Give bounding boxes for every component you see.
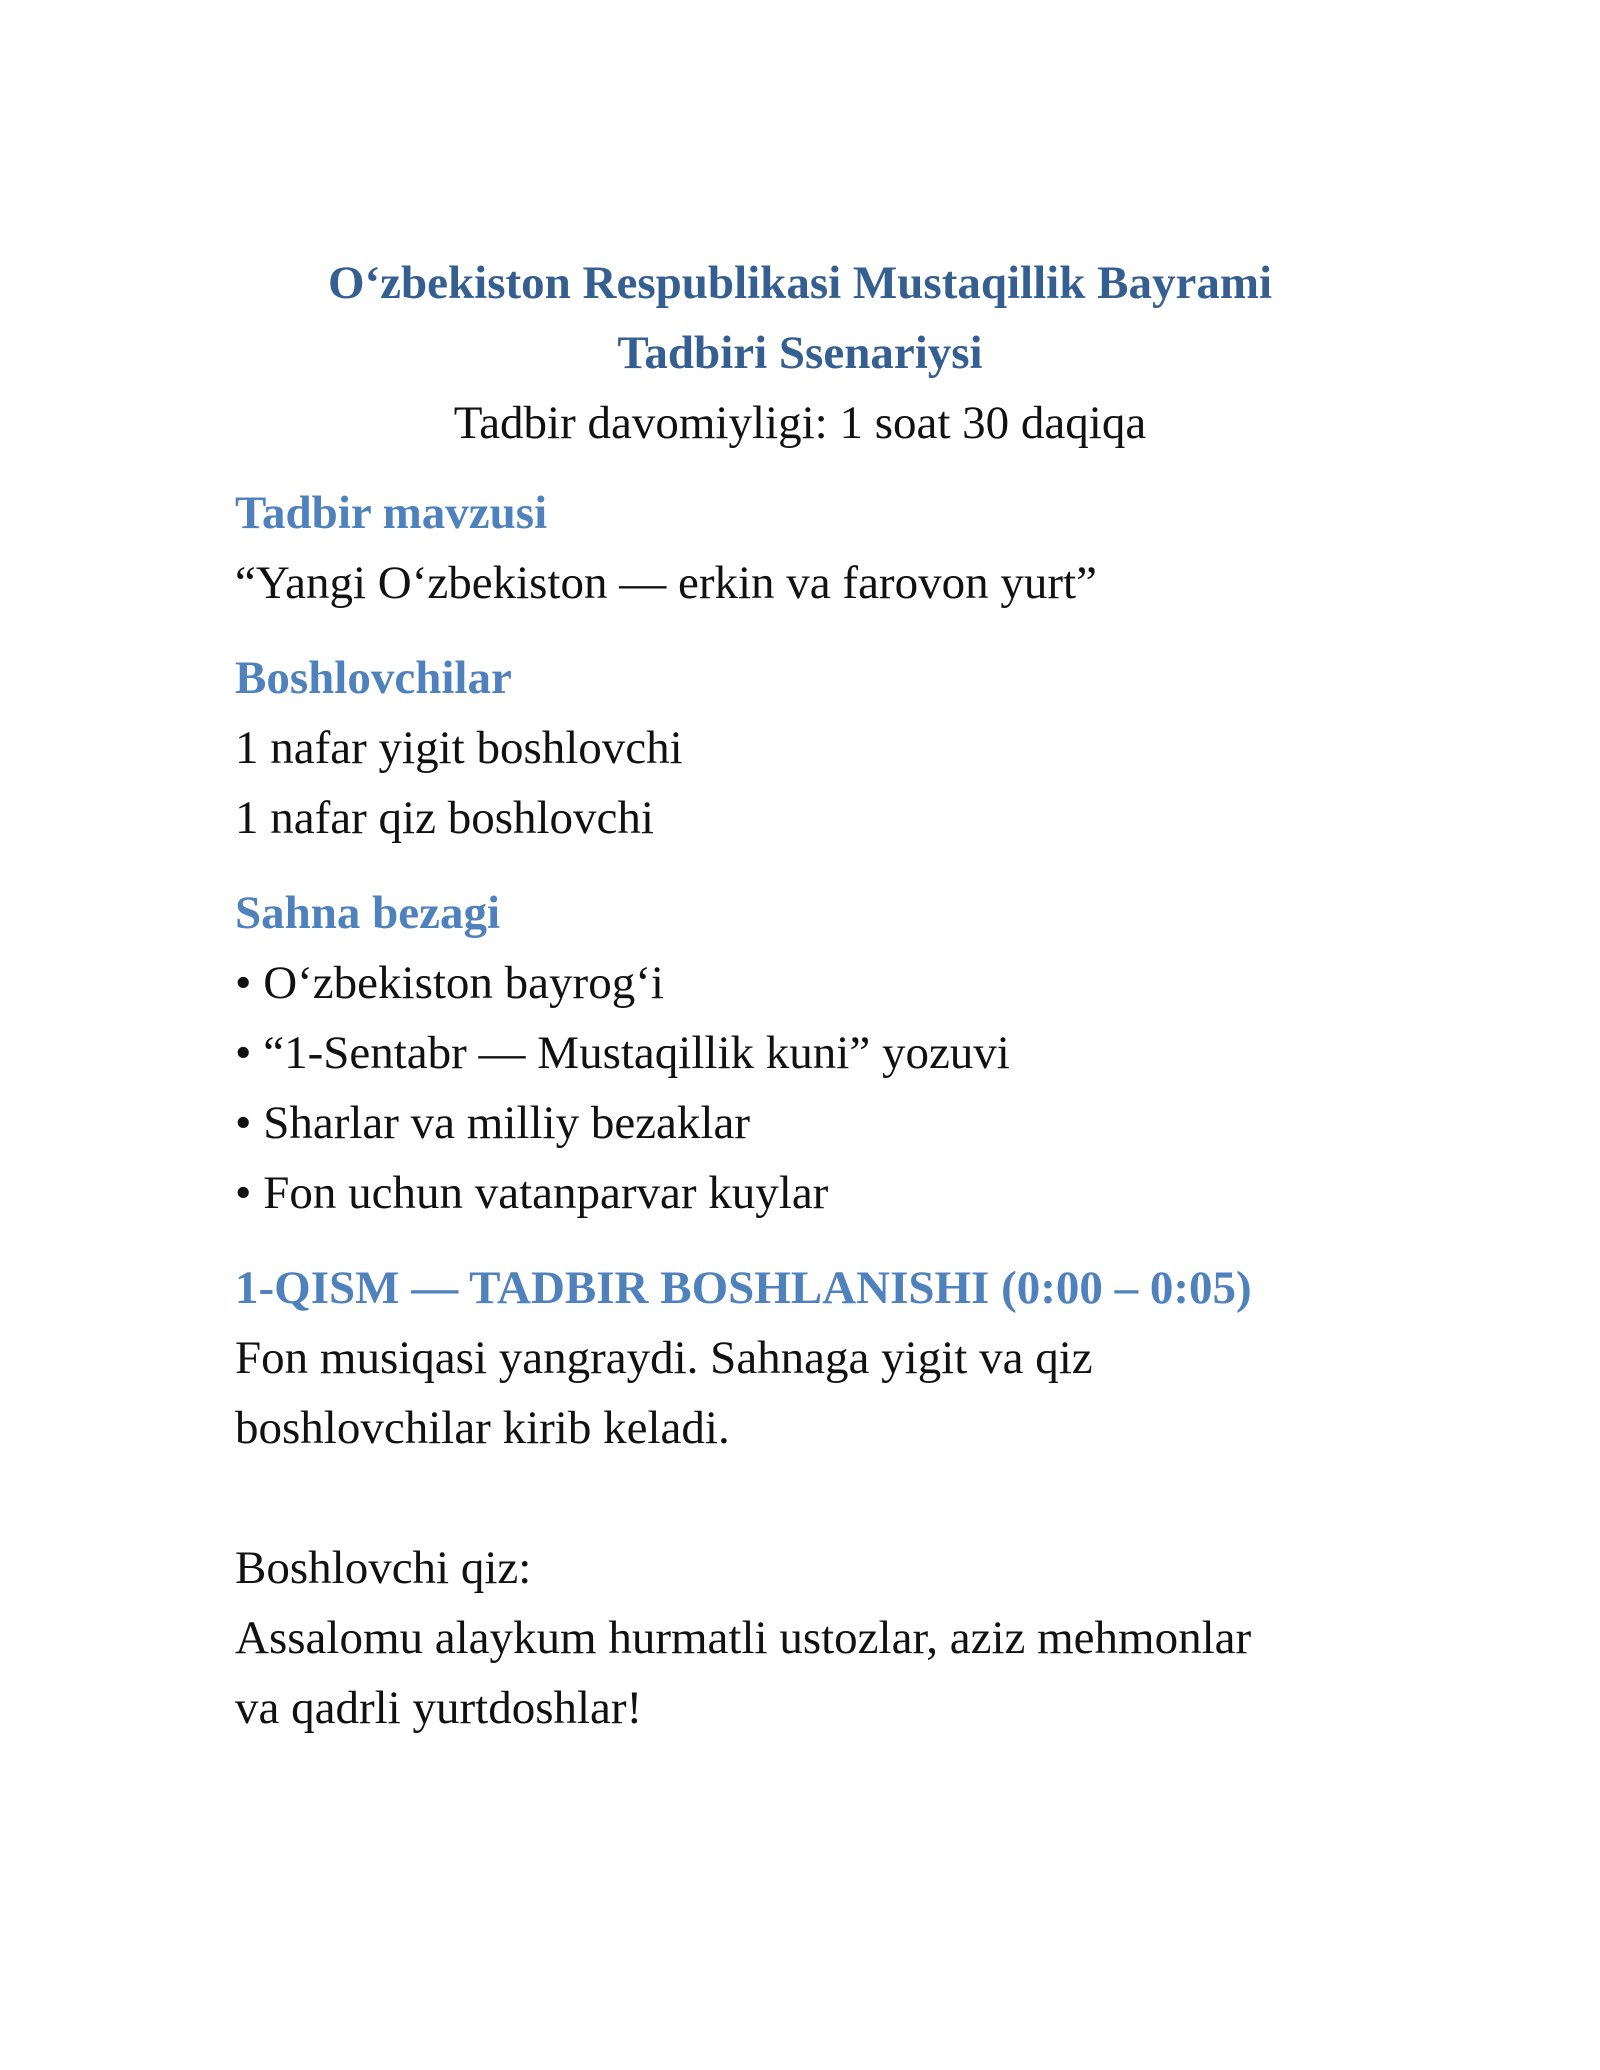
part1-section bbox=[235, 1253, 1365, 1743]
hosts-item: 1 nafar yigit boshlovchi bbox=[235, 722, 683, 774]
document-content bbox=[235, 248, 1365, 1768]
part1-intro: Fon musiqasi yangraydi. Sahnaga yigit va qiz boshlovchilar kirib keladi. bbox=[235, 1332, 1093, 1454]
stage-decor-item: • Sharlar va milliy bezaklar bbox=[235, 1097, 750, 1149]
stage-decor-section bbox=[235, 878, 1365, 1228]
part1-heading: 1-QISM — TADBIR BOSHLANISHI (0:00 – 0:05) bbox=[235, 1262, 1252, 1314]
stage-decor-item: • O‘zbekiston bayrog‘i bbox=[235, 957, 664, 1009]
stage-decor-item: • “1-Sentabr — Mustaqillik kuni” yozuvi bbox=[235, 1027, 1010, 1079]
part1-speech: Assalomu alaykum hurmatli ustozlar, aziz mehmonlar va qadrli yurtdoshlar! bbox=[235, 1612, 1252, 1734]
theme-heading: Tadbir mavzusi bbox=[235, 487, 548, 539]
stage-decor-item: • Fon uchun vatanparvar kuylar bbox=[235, 1167, 829, 1219]
stage-decor-heading: Sahna bezagi bbox=[235, 887, 501, 939]
part1-speaker: Boshlovchi qiz: bbox=[235, 1542, 532, 1594]
hosts-item: 1 nafar qiz boshlovchi bbox=[235, 792, 654, 844]
event-duration: Tadbir davomiyligi: 1 soat 30 daqiqa bbox=[453, 397, 1147, 449]
paragraph-spacer bbox=[235, 1463, 1365, 1533]
document-title-line1: O‘zbekiston Respublikasi Mustaqillik Bayrami bbox=[327, 257, 1273, 309]
theme-section bbox=[235, 478, 1365, 618]
hosts-heading: Boshlovchilar bbox=[235, 652, 512, 704]
document-title-line2: Tadbiri Ssenariysi bbox=[617, 327, 983, 379]
hosts-section bbox=[235, 643, 1365, 853]
theme-text: “Yangi O‘zbekiston — erkin va farovon yurt” bbox=[235, 557, 1097, 609]
